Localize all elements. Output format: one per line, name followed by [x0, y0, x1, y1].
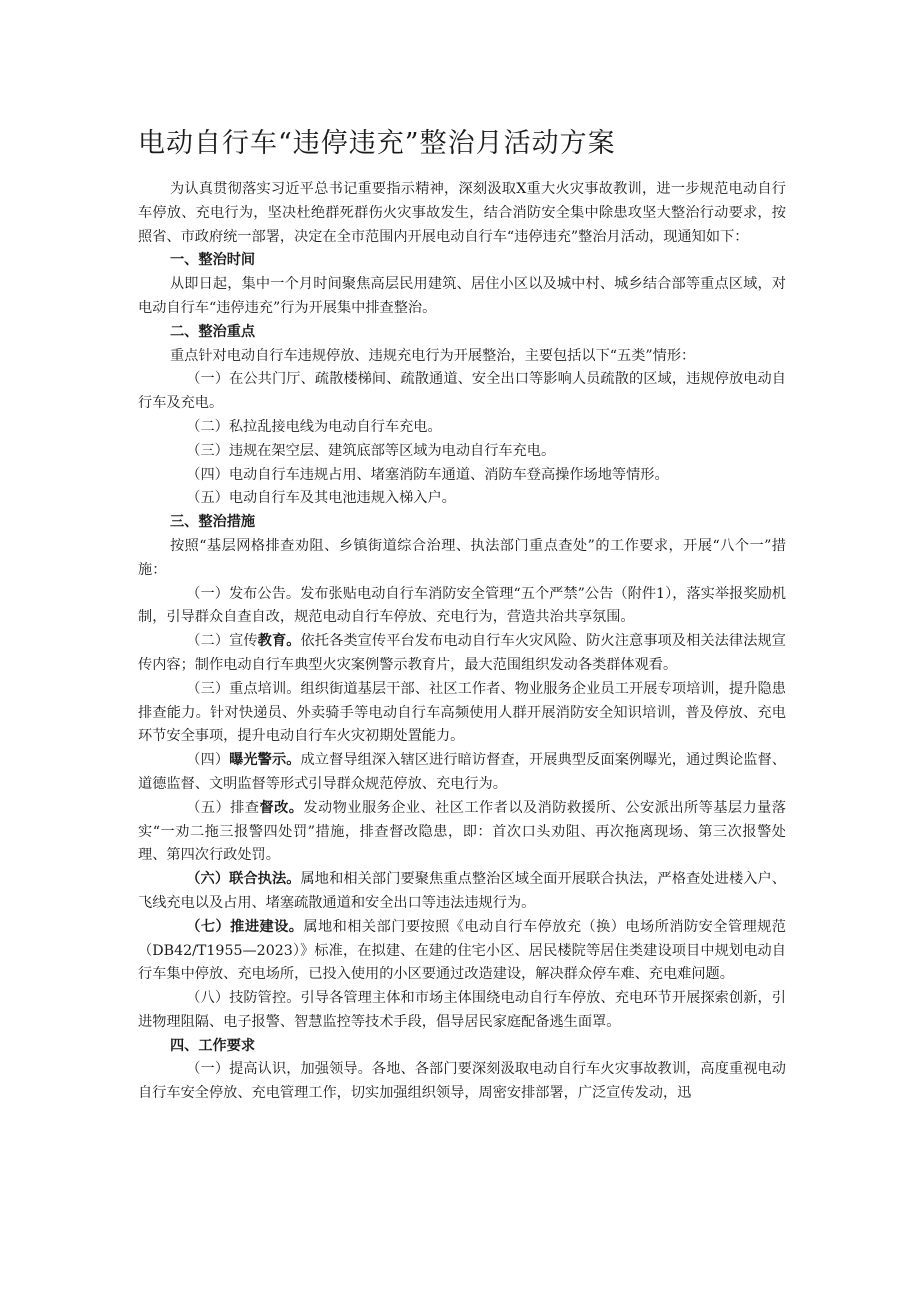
measure-label-bold: 曝光警示。 — [229, 752, 301, 769]
measure-text: 依托各类宣传平台发布电动自行车火灾风险、防火注意事项及相关法律法规宣传内容；制作电动自行车典型火灾案例警示教育片，最大范围组织发动各类群体观看。 — [138, 633, 786, 673]
requirement-item: （一）提高认识，加强领导。各地、各部门要深刻汲取电动自行车火灾事故教训，高度重视电动自行车安全停放、充电管理工作，切实加强组织领导，周密安排部署，广泛宣传发动，迅 — [138, 1061, 786, 1102]
measure-text: 属地和相关部门要按照《电动自行车停放充（换）电场所消防安全管理规范（DB42/T1955—2023）》标准，在拟建、在建的住宅小区、居民楼院等居住类建设项目中规划电动自行车集中停放、充电场所，已投入使用的小区要通过改造建设，解决群众停车难、充电难问题。 — [138, 918, 786, 983]
measure-item — [138, 583, 786, 631]
measure-label-bold: 教育。 — [257, 633, 301, 650]
measure-item — [138, 749, 786, 797]
measure-text: 成立督导组深入辖区进行暗访督查，开展典型反面案例曝光，通过舆论监督、道德监督、文明监督等形式引导群众规范停放、充电行为。 — [138, 752, 786, 792]
measure-item — [138, 797, 786, 868]
measure-text: 引导各管理主体和市场主体围绕电动自行车停放、充电环节开展探索创新，引进物理阻隔、电子报警、智慧监控等技术手段，倡导居民家庭配备逃生面罩。 — [138, 990, 786, 1030]
measure-text: 组织街道基层干部、社区工作者、物业服务企业员工开展专项培训，提升隐患排查能力。针对快递员、外卖骑手等电动自行车高频使用人群开展消防安全知识培训，普及停放、充电环节安全事项，提升电动自行车火灾初期处置能力。 — [138, 680, 786, 745]
list-item: （一）在公共门厅、疏散楼梯间、疏散通道、安全出口等影响人员疏散的区域，违规停放电动自行车及充电。 — [138, 371, 786, 412]
list-item: （五）电动自行车及其电池违规入梯入户。 — [186, 490, 456, 507]
measure-item — [138, 987, 786, 1035]
measure-label: （一）发布公告。 — [186, 585, 301, 602]
document-title: 电动自行车“违停违充”整治月活动方案 — [138, 128, 616, 159]
measure-label: （八）技防管控。 — [186, 990, 301, 1007]
section-paragraph: 按照“基层网格排查劝阻、乡镇街道综合治理、执法部门重点查处”的工作要求，开展“八个一”措施： — [138, 537, 786, 578]
document-body — [138, 178, 786, 1106]
measure-label: （五）排查 — [186, 799, 260, 816]
measure-label-bold: （六）联合执法。 — [186, 871, 301, 888]
measure-label: （二）宣传 — [186, 633, 258, 650]
list-item: （三）违规在架空层、建筑底部等区域为电动自行车充电。 — [186, 442, 556, 459]
section-paragraph: 重点针对电动自行车违规停放、违规充电行为开展整治，主要包括以下“五类”情形： — [169, 347, 696, 364]
list-item: （二）私拉乱接电线为电动自行车充电。 — [186, 418, 442, 435]
measure-text: 发布张贴电动自行车消防安全管理“五个严禁”公告（附件1），落实举报奖励机制，引导群众自查自改，规范电动自行车停放、充电行为，营造共治共享氛围。 — [138, 585, 786, 626]
section-heading-time: 一、整治时间 — [169, 252, 256, 269]
measure-text: 发动物业服务企业、社区工作者以及消防救援所、公安派出所等基层力量落实“一劝二拖三报警四处罚”措施，排查督改隐患，即：首次口头劝阻、再次拖离现场、第三次报警处理、第四次行政处罚。 — [138, 799, 786, 864]
section-heading-measures: 三、整治措施 — [169, 514, 256, 531]
measure-label-bold: （七）推进建设。 — [186, 918, 304, 935]
measure-item — [138, 916, 786, 987]
intro-paragraph: 为认真贯彻落实习近平总书记重要指示精神，深刻汲取X重大火灾事故教训，进一步规范电动自行车停放、充电行为，坚决杜绝群死群伤火灾事故发生，结合消防安全集中除患攻坚大整治行动要求，按照省、市政府统一部署，决定在全市范围内开展电动自行车“违停违充”整治月活动，现通知如下： — [138, 181, 786, 245]
measure-label-bold: 督改。 — [259, 799, 304, 816]
measure-item — [138, 630, 786, 678]
list-item: （四）电动自行车违规占用、堵塞消防车通道、消防车登高操作场地等情形。 — [186, 466, 669, 483]
section-heading-requirements: 四、工作要求 — [169, 1037, 256, 1054]
measure-item — [138, 678, 786, 749]
section-paragraph: 从即日起，集中一个月时间聚焦高层民用建筑、居住小区以及城中村、城乡结合部等重点区域，对电动自行车“违停违充”行为开展集中排查整治。 — [138, 276, 786, 316]
measure-text: 属地和相关部门要聚焦重点整治区域全面开展联合执法，严格查处进楼入户、飞线充电以及占用、堵塞疏散通道和安全出口等违法违规行为。 — [138, 871, 786, 911]
measure-label: （四） — [186, 752, 230, 769]
measure-item — [138, 868, 786, 916]
measure-label: （三）重点培训。 — [186, 680, 301, 697]
section-heading-focus: 二、整治重点 — [169, 323, 256, 340]
